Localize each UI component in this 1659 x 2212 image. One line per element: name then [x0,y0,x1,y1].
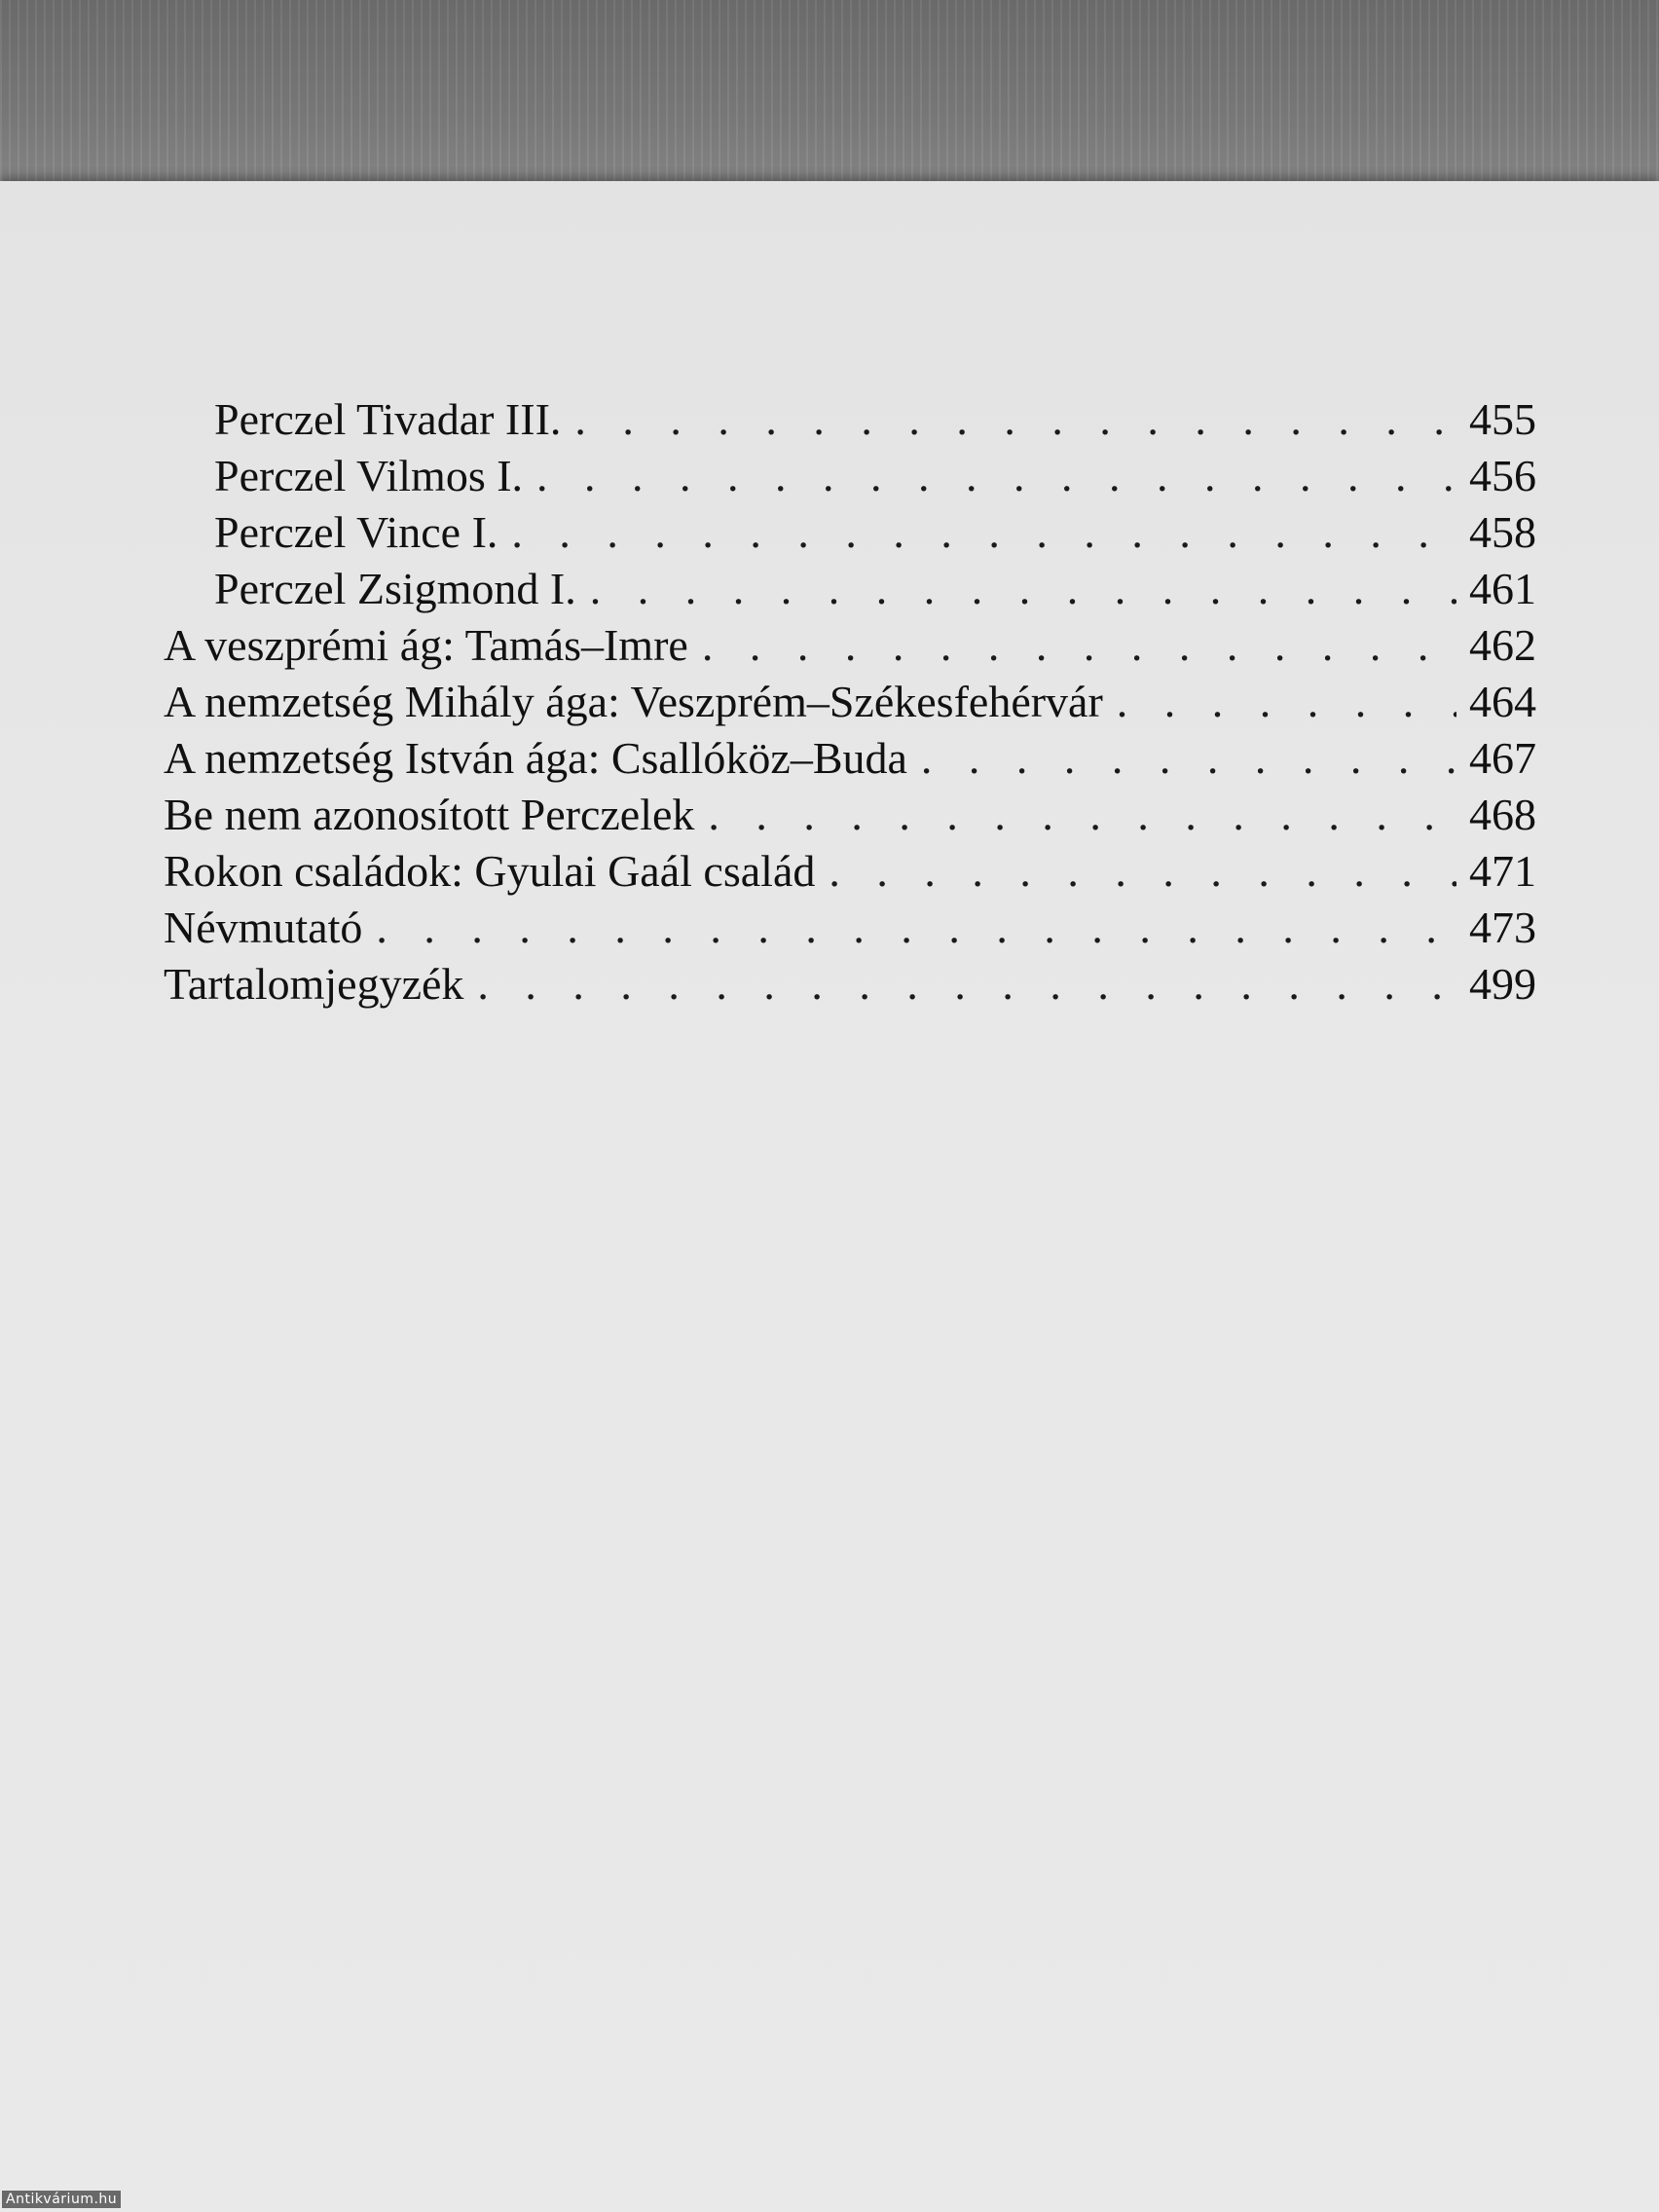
toc-leader-dots [1117,676,1456,727]
toc-entry-page: 456 [1469,451,1536,500]
toc-leader-dots [376,902,1456,953]
toc-entry [164,506,1536,563]
toc-entry-page: 467 [1469,733,1536,783]
toc-leader-dots [921,732,1456,784]
toc-entry-page: 464 [1469,677,1536,726]
toc-leader-dots [708,789,1456,840]
toc-leader-dots [829,845,1456,897]
toc-entry [164,789,1536,845]
toc-entry-title: Perczel Vince I. [214,507,498,557]
toc-entry-title: Perczel Vilmos I. [214,451,524,500]
toc-entry [164,902,1536,958]
toc-entry-page: 468 [1469,790,1536,839]
toc-entry-title: Perczel Tivadar III. [214,394,562,444]
toc-entry [164,676,1536,732]
toc-entry [164,732,1536,789]
toc-leader-dots [536,450,1456,501]
toc-entry-title: A nemzetség István ága: Csallóköz–Buda [164,733,907,783]
toc-entry [164,393,1536,450]
toc-entry-title: Névmutató [164,903,363,952]
toc-entry-title: A veszprémi ág: Tamás–Imre [164,620,688,670]
toc-entry-title: Tartalomjegyzék [164,959,464,1009]
toc-entry-page: 499 [1469,959,1536,1009]
toc-entry-title: Perczel Zsigmond I. [214,564,576,613]
toc-leader-dots [477,958,1456,1010]
watermark: Antikvárium.hu [2,2191,121,2208]
toc-entry-title: A nemzetség Mihály ága: Veszprém–Székesfehérvár [164,677,1103,726]
toc-leader-dots [574,393,1456,445]
table-of-contents [164,393,1536,1014]
toc-entry-title: Rokon családok: Gyulai Gaál család [164,846,816,896]
toc-leader-dots [511,506,1456,558]
toc-leader-dots [702,619,1456,671]
toc-entry [164,845,1536,902]
toc-entry-page: 462 [1469,620,1536,670]
toc-entry-page: 473 [1469,903,1536,952]
toc-entry [164,563,1536,619]
toc-entry-page: 471 [1469,846,1536,896]
toc-entry [164,450,1536,506]
toc-entry [164,958,1536,1014]
toc-entry-page: 458 [1469,507,1536,557]
toc-entry-page: 455 [1469,394,1536,444]
toc-entry-page: 461 [1469,564,1536,613]
toc-entry [164,619,1536,676]
background-surface [0,0,1659,195]
toc-entry-title: Be nem azonosított Perczelek [164,790,695,839]
toc-leader-dots [590,563,1456,614]
